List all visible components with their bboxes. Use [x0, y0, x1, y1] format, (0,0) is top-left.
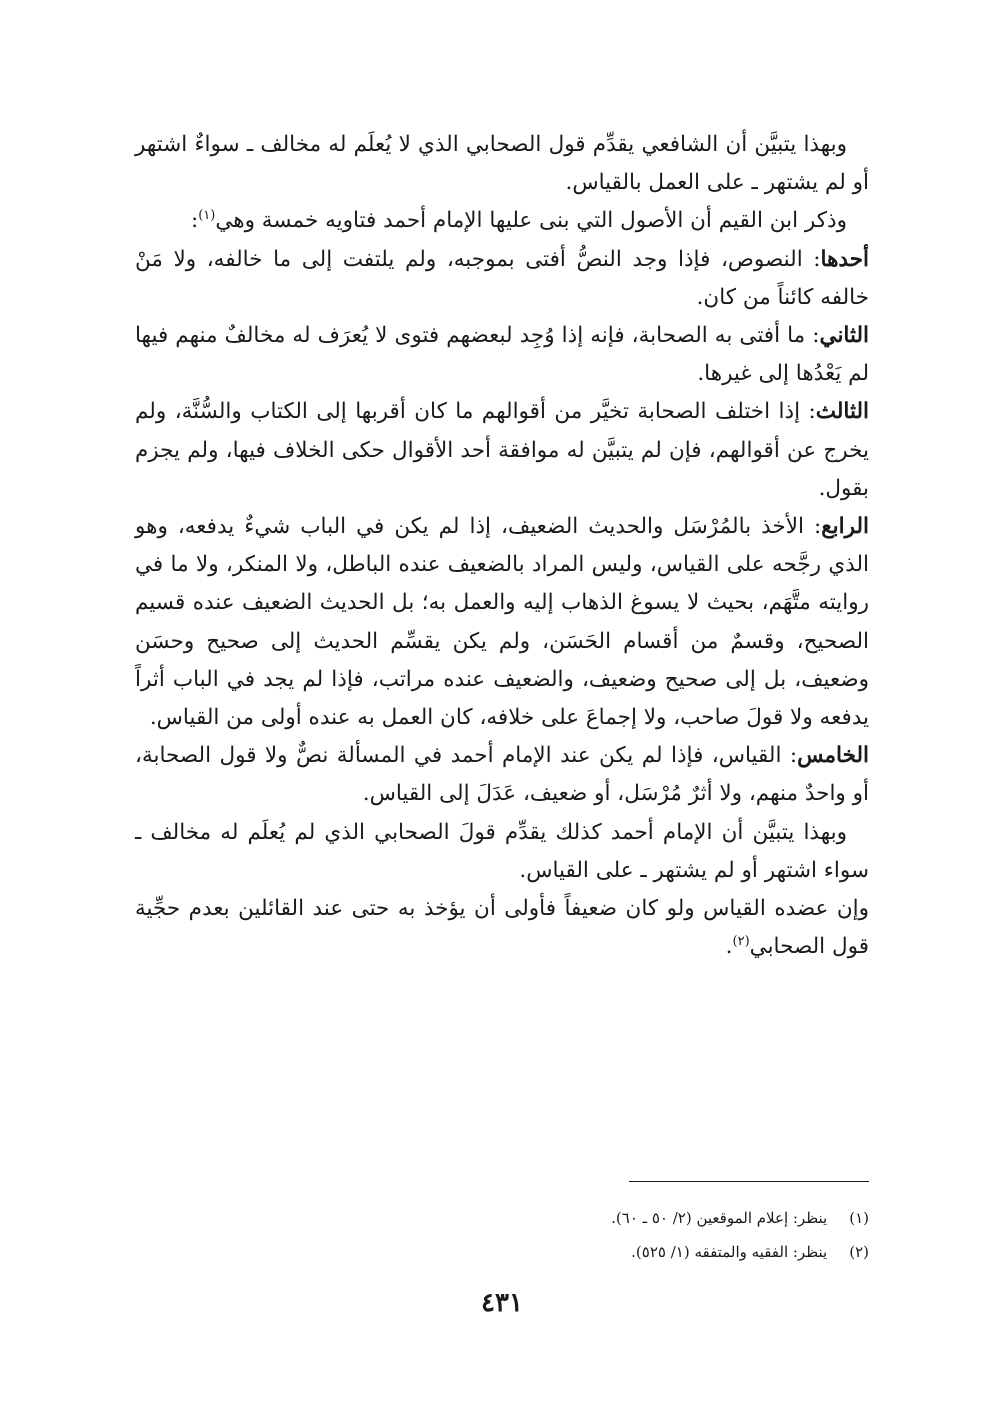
- paragraph-text: وبهذا يتبيَّن أن الشافعي يقدِّم قول الصحابي الذي لا يُعلَم له مخالف ـ سواءٌ اشتهر أو لم يشتهر ـ على العمل بالقياس.: [135, 132, 869, 196]
- footnote-2: [135, 1235, 869, 1269]
- footnote-separator: [629, 1181, 869, 1182]
- paragraph-text: : إذا اختلف الصحابة تخيَّر من أقوالهم ما كان أقربها إلى الكتاب والسُّنَّة، ولم يخرج عن أقوالهم، فإن لم يتبيَّن له موافقة أحد الأقوال حكى الخلاف فيها، ولم يجزم بقول.: [135, 399, 869, 501]
- paragraph-tail: :: [190, 208, 199, 234]
- paragraph-text: : النصوص، فإذا وجد النصُّ أفتى بموجبه، ولم يلتفت إلى ما خالفه، ولا مَنْ خالفه كائناً من كان.: [135, 246, 869, 310]
- main-text: [135, 126, 869, 966]
- page-number: ٤٣١: [481, 1288, 523, 1318]
- footnote-text: ينظر: الفقيه والمتفقه (١/ ٥٢٥).: [631, 1243, 828, 1261]
- paragraph-first-principle: [135, 241, 869, 317]
- footnote-ref-2[interactable]: (٢): [732, 934, 750, 950]
- paragraph-2: [135, 202, 869, 240]
- footnote-1: [135, 1201, 869, 1235]
- principle-label: الثالث: [815, 399, 869, 425]
- paragraph-text: : القياس، فإذا لم يكن عند الإمام أحمد في المسألة نصٌّ ولا قول الصحابة، أو واحدٌ منهم، ولا أثرٌ مُرْسَل، أو ضعيف، عَدَلَ إلى القياس.: [135, 743, 869, 807]
- paragraph-text: وإن عضده القياس ولو كان ضعيفاً فأولى أن يؤخذ به حتى عند القائلين بعدم حجِّية قول الصحابي: [135, 896, 869, 960]
- paragraph-conclusion: [135, 814, 869, 890]
- principle-label: الثاني: [819, 323, 869, 349]
- footnote-number: (١): [849, 1209, 869, 1227]
- paragraph-text: : الأخذ بالمُرْسَل والحديث الضعيف، إذا لم يكن في الباب شيءٌ يدفعه، وهو الذي رجَّحه على القياس، وليس المراد بالضعيف عنده الباطل، ولا المنكر، ولا ما في روايته متَّهَم، بحيث لا يسوغ الذهاب إليه والعمل به؛ بل الحديث الضعيف عنده قسيم الصحيح، وقسمٌ من أقسام الحَسَن، ولم يكن يقسِّم الحديث إلى صحيح وحسَن وضعيف، بل إلى صحيح وضعيف، والضعيف عنده مراتب، فإذا لم يجد في الباب أثراً يدفعه ولا قولَ صاحب، ولا إجماعَ على خلافه، كان العمل به عنده أولى من القياس.: [135, 514, 869, 731]
- paragraph-text: وبهذا يتبيَّن أن الإمام أحمد كذلك يقدِّم قولَ الصحابي الذي لم يُعلَم له مخالف ـ سواء اشتهر أو لم يشتهر ـ على القياس.: [135, 819, 869, 883]
- footnote-text: ينظر: إعلام الموقعين (٢/ ٥٠ ـ ٦٠).: [611, 1209, 828, 1227]
- paragraph-tail: .: [725, 934, 733, 960]
- footnotes: [135, 1201, 869, 1269]
- principle-label: الخامس: [797, 743, 869, 769]
- paragraph-third-principle: [135, 393, 869, 508]
- paragraph-fifth-principle: [135, 737, 869, 813]
- footnote-ref-1[interactable]: (١): [198, 208, 216, 224]
- principle-label: أحدها: [820, 246, 869, 272]
- paragraph-fourth-principle: [135, 508, 869, 737]
- paragraph-1: [135, 126, 869, 202]
- paragraph-final: [135, 890, 869, 966]
- paragraph-text: : ما أفتى به الصحابة، فإنه إذا وُجِد لبعضهم فتوى لا يُعرَف له مخالفٌ منهم فيها لم يَعْدُها إلى غيرها.: [135, 323, 869, 387]
- principle-label: الرابع: [821, 514, 869, 540]
- paragraph-text: وذكر ابن القيم أن الأصول التي بنى عليها الإمام أحمد فتاويه خمسة وهي: [215, 208, 847, 234]
- paragraph-second-principle: [135, 317, 869, 393]
- footnote-number: (٢): [849, 1243, 869, 1261]
